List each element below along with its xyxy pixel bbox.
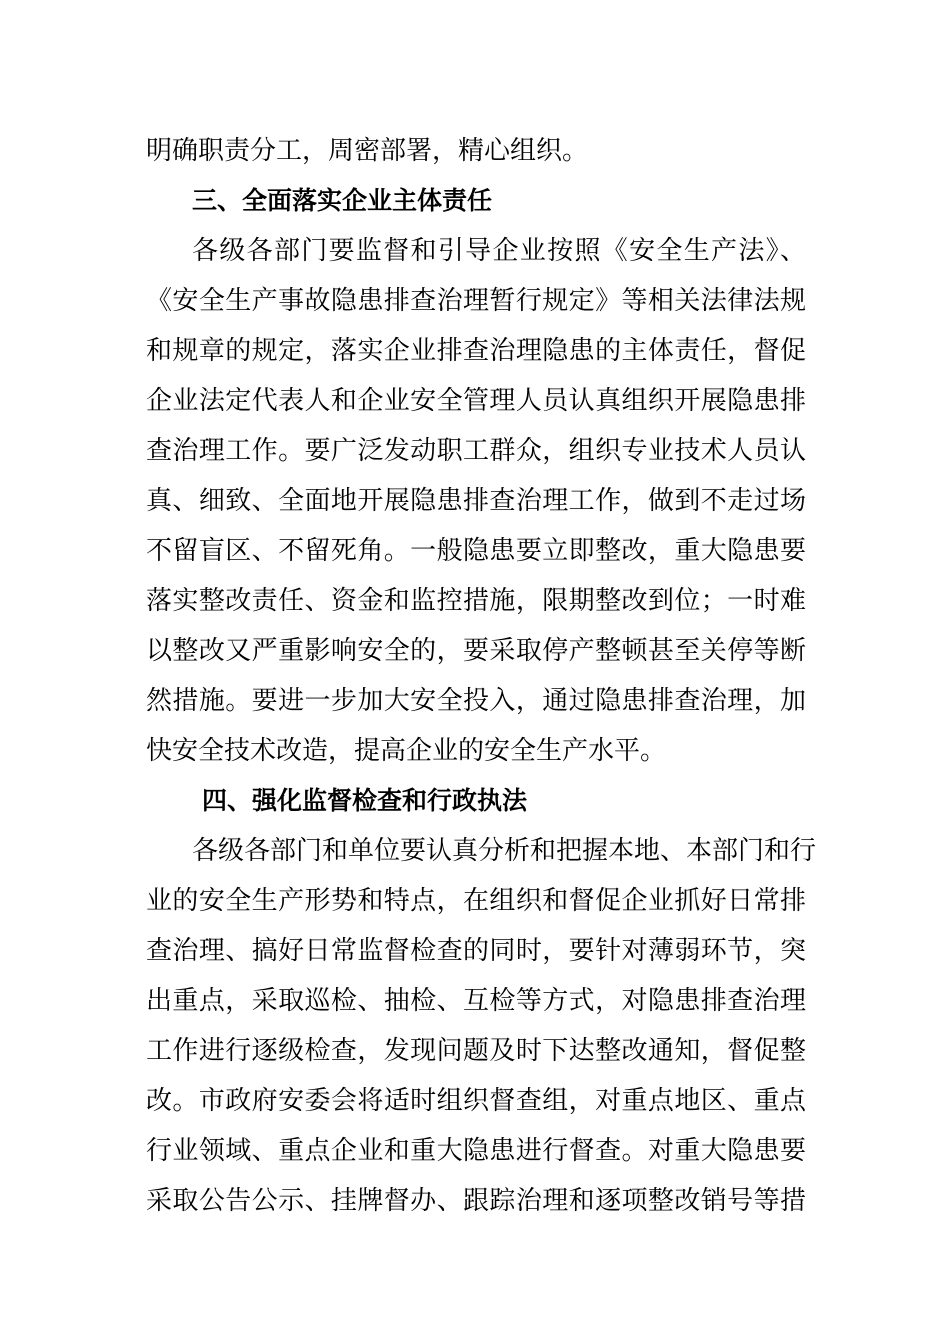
section-4-line: 出重点，采取巡检、抽检、互检等方式，对隐患排查治理 (146, 986, 806, 1016)
section-4-line: 行业领域、重点企业和重大隐患进行督查。对重大隐患要 (146, 1136, 806, 1166)
section-4-line: 采取公告公示、挂牌督办、跟踪治理和逐项整改销号等措 (146, 1186, 806, 1216)
section-3-line: 和规章的规定，落实企业排查治理隐患的主体责任，督促 (146, 336, 806, 366)
section-3-line: 真、细致、全面地开展隐患排查治理工作，做到不走过场 (146, 486, 806, 516)
section-4-line: 业的安全生产形势和特点，在组织和督促企业抓好日常排 (146, 886, 806, 916)
section-3-line: 落实整改责任、资金和监控措施，限期整改到位；一时难 (146, 586, 806, 616)
section-3-line: 然措施。要进一步加大安全投入，通过隐患排查治理，加 (146, 686, 806, 716)
document-page (146, 126, 817, 1226)
section-4-line: 工作进行逐级检查，发现问题及时下达整改通知，督促整 (146, 1036, 806, 1066)
section-3-line: 《安全生产事故隐患排查治理暂行规定》等相关法律法规 (146, 286, 806, 316)
intro-tail-line: 明确职责分工，周密部署，精心组织。 (146, 136, 589, 166)
section-4-heading: 四、强化监督检查和行政执法 (202, 786, 528, 815)
section-3-line: 快安全技术改造，提高企业的安全生产水平。 (146, 736, 667, 766)
section-3-line: 不留盲区、不留死角。一般隐患要立即整改，重大隐患要 (146, 536, 806, 566)
section-4-line: 查治理、搞好日常监督检查的同时，要针对薄弱环节，突 (146, 936, 806, 966)
section-3-heading: 三、全面落实企业主体责任 (192, 186, 493, 215)
section-3-line: 查治理工作。要广泛发动职工群众，组织专业技术人员认 (146, 436, 806, 466)
section-3-line: 企业法定代表人和企业安全管理人员认真组织开展隐患排 (146, 386, 806, 416)
section-4-line: 改。市政府安委会将适时组织督查组，对重点地区、重点 (146, 1086, 806, 1116)
section-3-line: 各级各部门要监督和引导企业按照《安全生产法》、 (192, 236, 806, 266)
section-4-line: 各级各部门和单位要认真分析和把握本地、本部门和行 (192, 836, 817, 866)
section-3-line: 以整改又严重影响安全的，要采取停产整顿甚至关停等断 (146, 636, 806, 666)
